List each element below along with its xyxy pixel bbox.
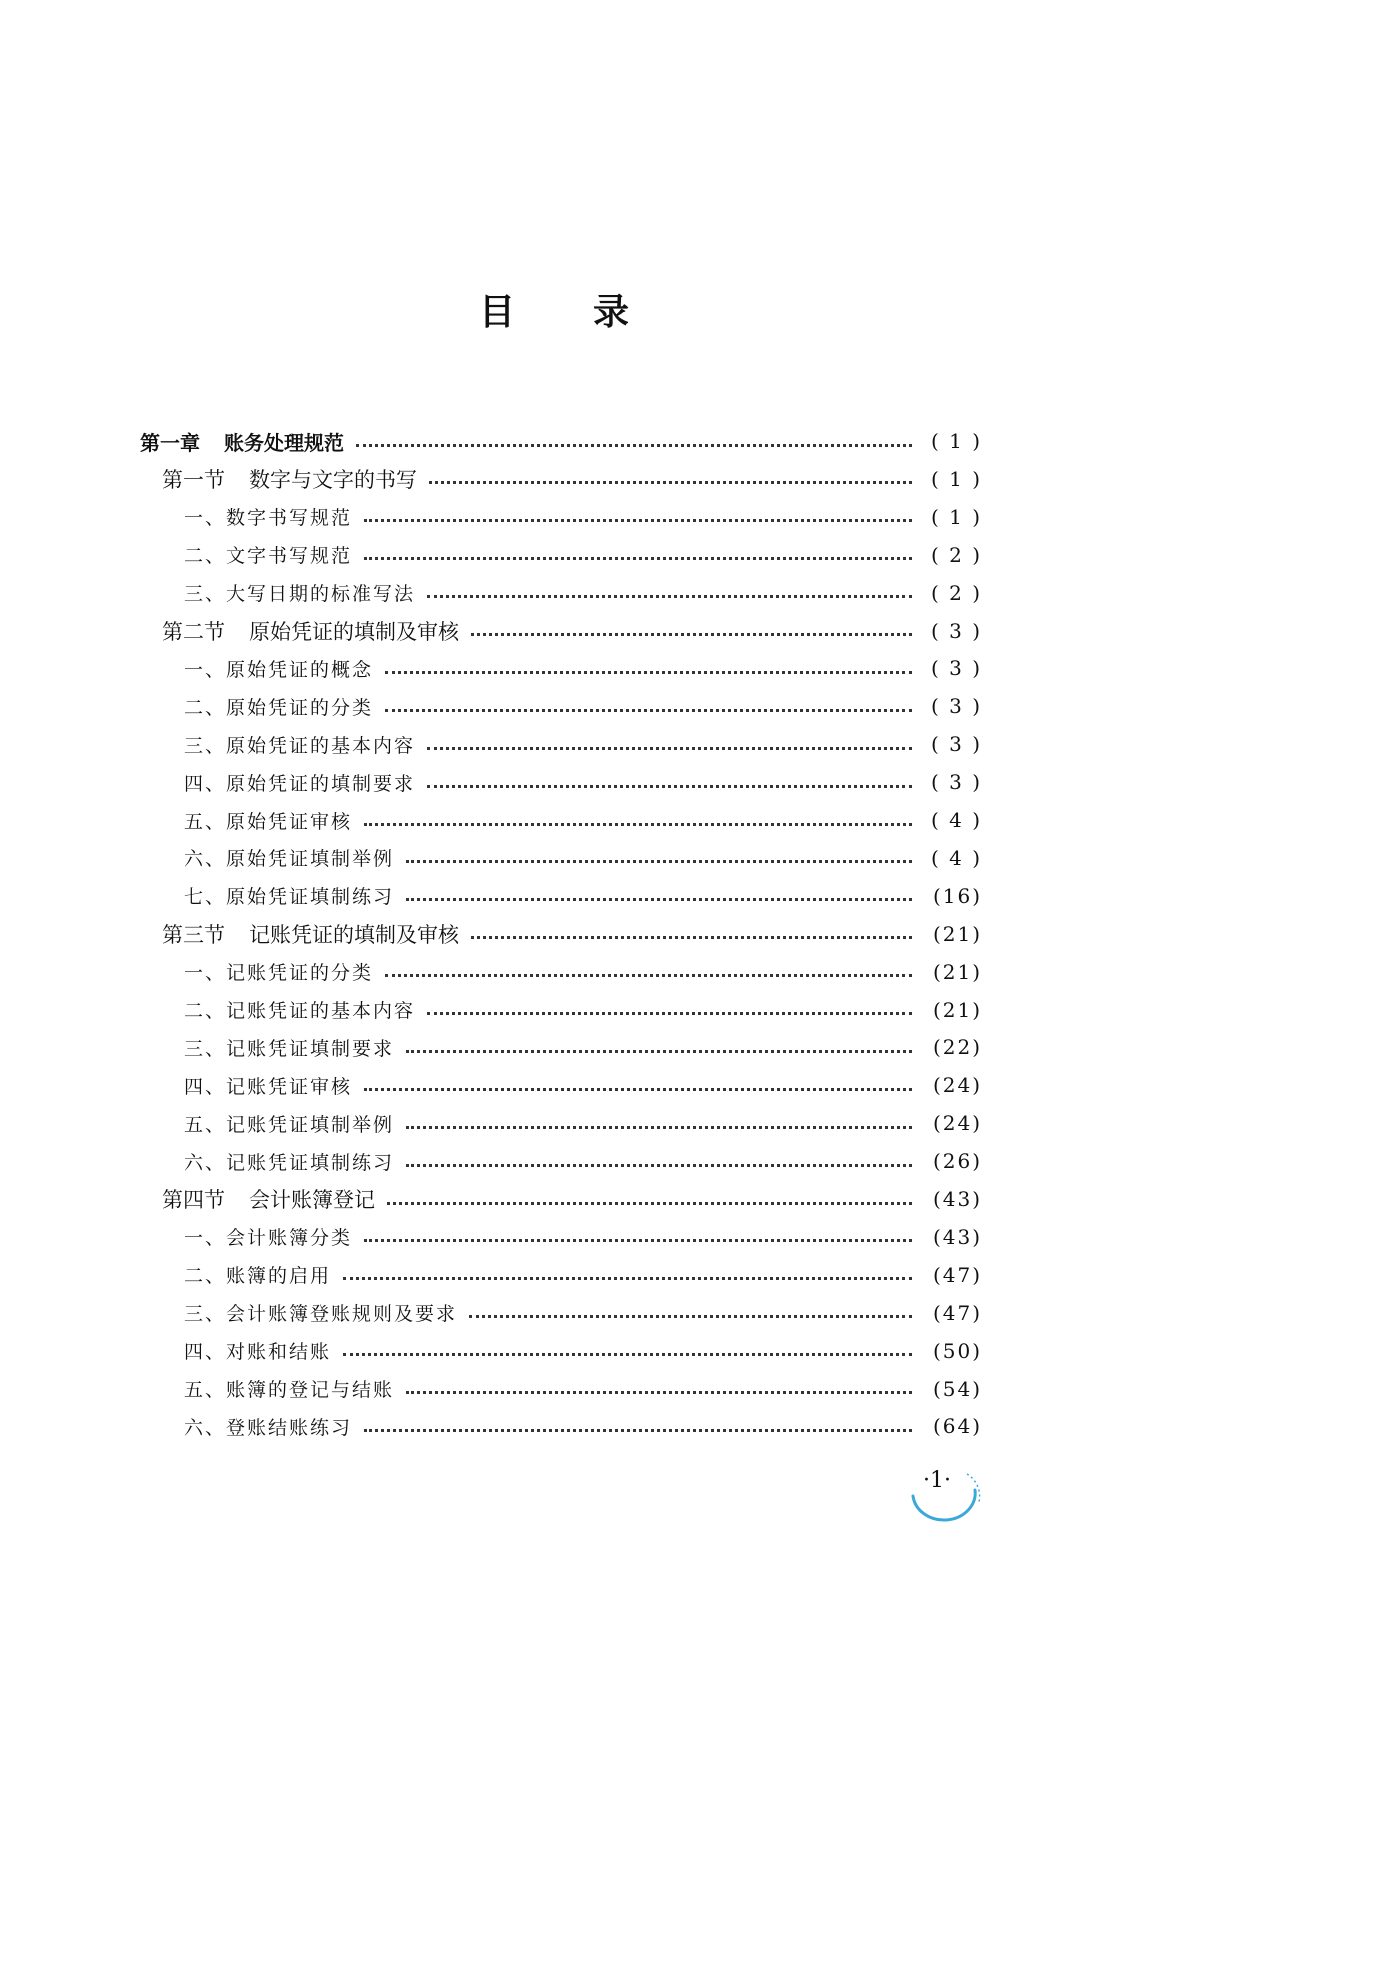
page-number: ·1· (923, 1468, 951, 1493)
toc-entry-section (162, 612, 982, 650)
title-char-1: 目 (478, 292, 593, 333)
toc-entry-page: (16) (932, 883, 982, 908)
toc-entry-text: 原始凭证的填制及审核 (249, 619, 459, 644)
toc-entry-number: 一、 (184, 1227, 227, 1250)
toc-entry-text: 会计账簿登账规则及要求 (226, 1303, 458, 1326)
toc-entry-item (184, 574, 982, 612)
dot-leader (364, 1429, 912, 1432)
toc-entry-item (184, 1104, 982, 1142)
toc-entry-number: 六、 (184, 848, 227, 871)
toc-entry-text: 账簿的启用 (226, 1265, 332, 1288)
toc-entry-page: (21) (932, 959, 982, 984)
toc-entry-number: 三、 (184, 1303, 227, 1326)
page-title (0, 288, 1108, 338)
toc-entry-label (184, 503, 352, 530)
toc-entry-label (184, 882, 394, 909)
toc-entry-item (184, 498, 982, 536)
toc-entry-item (184, 953, 982, 991)
toc-entry-number: 七、 (184, 886, 227, 909)
toc-entry-label (184, 1034, 394, 1061)
toc-entry-label (184, 1413, 352, 1440)
toc-entry-page: (54) (932, 1376, 982, 1401)
toc-entry-text: 记账凭证的分类 (226, 962, 374, 985)
toc-entry-number: 五、 (184, 1379, 227, 1401)
toc-entry-item (184, 725, 982, 763)
toc-entry-label (184, 1148, 394, 1175)
toc-entry-page: ( 2 ) (930, 580, 982, 605)
toc-entry-text: 原始凭证填制举例 (226, 848, 395, 871)
toc-entry-page: (22) (932, 1035, 982, 1060)
dot-leader (343, 1353, 912, 1356)
toc-entry-text: 记账凭证填制要求 (226, 1037, 395, 1060)
toc-entry-text: 记账凭证审核 (226, 1075, 353, 1098)
toc-entry-number: 第一节 (162, 467, 225, 492)
toc-entry-number: 五、 (184, 810, 227, 833)
dot-leader (469, 1315, 912, 1318)
toc-entry-number: 六、 (184, 1416, 227, 1439)
toc-entry-page: (21) (932, 921, 982, 946)
toc-entry-page: ( 3 ) (930, 694, 982, 719)
toc-entry-page: (47) (932, 1262, 982, 1287)
toc-entry-section (162, 460, 982, 498)
toc-entry-page: (64) (932, 1414, 982, 1439)
toc-entry-item (184, 839, 982, 877)
toc-entry-text: 账簿的登记与结账 (226, 1379, 395, 1401)
toc-entry-item (184, 1332, 982, 1370)
toc-entry-number: 第一章 (140, 430, 200, 455)
toc-entry-text: 原始凭证填制练习 (226, 886, 395, 909)
dot-leader (406, 1126, 912, 1129)
toc-entry-item (184, 1256, 982, 1294)
toc-entry-text: 原始凭证的概念 (226, 658, 374, 681)
toc-entry-label (184, 958, 373, 985)
toc-entry-text: 数字与文字的书写 (249, 467, 417, 492)
toc-entry-number: 三、 (184, 583, 227, 606)
toc-entry-label (184, 1223, 352, 1250)
dot-leader (343, 1277, 912, 1280)
dot-leader (427, 595, 912, 598)
toc-entry-label (162, 464, 417, 494)
toc-entry-item (184, 1370, 982, 1408)
toc-entry-page: (47) (932, 1300, 982, 1325)
toc-entry-number: 四、 (184, 1075, 227, 1098)
toc-entry-label (162, 1184, 375, 1214)
dot-leader (364, 823, 912, 826)
toc-entry-label (184, 693, 373, 720)
toc-entry-label (184, 1299, 457, 1326)
toc-entry-label (184, 844, 394, 871)
toc-entry-number: 二、 (184, 1000, 227, 1022)
toc-entry-text: 文字书写规范 (226, 545, 353, 568)
toc-entry-label (184, 579, 415, 606)
toc-entry-number: 第三节 (162, 922, 225, 947)
toc-entry-page: ( 3 ) (930, 618, 982, 643)
dot-leader (364, 1239, 912, 1242)
toc-entry-item (184, 1066, 982, 1104)
toc-entry-label (184, 1375, 394, 1402)
toc-entry-label (184, 1110, 394, 1137)
dot-leader (427, 1012, 912, 1015)
toc-entry-page: (43) (932, 1187, 982, 1211)
toc-entry-text: 记账凭证的基本内容 (226, 1000, 416, 1022)
toc-entry-item (184, 1407, 982, 1445)
toc-entry-number: 四、 (184, 1341, 227, 1364)
toc-entry-page: ( 1 ) (930, 466, 982, 491)
dot-leader (406, 860, 912, 863)
toc-entry-label (184, 1261, 331, 1288)
toc-entry-page: (50) (932, 1338, 982, 1363)
toc-entry-text: 数字书写规范 (226, 507, 353, 530)
dot-leader (385, 974, 912, 977)
toc-entry-label (184, 541, 352, 568)
toc-entry-item (184, 763, 982, 801)
dot-leader (406, 1391, 912, 1394)
dot-leader (364, 557, 912, 560)
toc-entry-label (140, 427, 344, 456)
dot-leader (406, 898, 912, 901)
dot-leader (406, 1164, 912, 1167)
toc-entry-label (184, 807, 352, 834)
toc-entry-number: 三、 (184, 1037, 227, 1060)
toc-entry-number: 一、 (184, 507, 227, 530)
toc-entry-page: ( 3 ) (930, 656, 982, 681)
toc-entry-label (162, 919, 459, 949)
dot-leader (364, 1088, 912, 1091)
toc-entry-text: 登账结账练习 (226, 1416, 353, 1439)
toc-entry-text: 记账凭证的填制及审核 (249, 922, 459, 947)
toc-entry-text: 记账凭证填制练习 (226, 1151, 395, 1174)
toc-entry-page: ( 4 ) (930, 845, 982, 870)
toc-entry-number: 二、 (184, 545, 227, 568)
toc-entry-number: 第四节 (162, 1188, 225, 1212)
dot-leader (429, 481, 912, 484)
toc-entry-page: (24) (932, 1111, 982, 1136)
toc-entry-text: 账务处理规范 (224, 430, 344, 455)
toc-entry-label (184, 1337, 331, 1364)
toc-entry-text: 原始凭证审核 (226, 810, 353, 833)
toc-entry-number: 二、 (184, 1265, 227, 1288)
toc-entry-item (184, 991, 982, 1029)
toc-entry-label (184, 1072, 352, 1099)
toc-entry-text: 记账凭证填制举例 (226, 1113, 395, 1136)
toc-entry-number: 一、 (184, 962, 227, 985)
toc-entry-item (184, 536, 982, 574)
toc-entry-page: (24) (932, 1073, 982, 1098)
toc-entry-item (184, 687, 982, 725)
toc-entry-section (162, 1180, 982, 1218)
toc-entry-page: (43) (932, 1224, 982, 1249)
dot-leader (385, 671, 912, 674)
dot-leader (364, 519, 912, 522)
toc-entry-item (184, 649, 982, 687)
toc-entry-text: 会计账簿分类 (226, 1227, 353, 1250)
toc-entry-number: 四、 (184, 772, 227, 795)
dot-leader (406, 1050, 912, 1053)
toc-entry-number: 第二节 (162, 619, 225, 644)
dot-leader (427, 785, 912, 788)
dot-leader (471, 633, 912, 636)
toc-entry-label (184, 731, 415, 758)
toc-entry-number: 五、 (184, 1113, 227, 1136)
toc-entry-text: 会计账簿登记 (249, 1188, 375, 1212)
toc-entry-text: 对账和结账 (226, 1341, 332, 1364)
toc-entry-label (184, 769, 415, 796)
dot-leader (387, 1202, 912, 1205)
toc-entry-number: 二、 (184, 696, 227, 719)
toc-entry-number: 六、 (184, 1151, 227, 1174)
toc-entry-number: 一、 (184, 658, 227, 681)
toc-entry-page: ( 1 ) (930, 429, 982, 453)
dot-leader (471, 936, 912, 939)
toc-entry-item (184, 877, 982, 915)
toc-entry-item (184, 1142, 982, 1180)
dot-leader (356, 444, 912, 447)
page-footer (905, 1466, 985, 1526)
toc-entry-label (184, 996, 415, 1023)
toc-entry-text: 大写日期的标准写法 (226, 583, 416, 606)
title-char-2: 录 (593, 292, 708, 333)
toc-entry-item (184, 1028, 982, 1066)
toc-entry-page: ( 2 ) (930, 542, 982, 567)
toc-entry-page: ( 1 ) (930, 504, 982, 529)
toc-entry-label (162, 616, 459, 646)
toc-entry-item (184, 1294, 982, 1332)
toc-entry-item (184, 801, 982, 839)
toc-entry-chapter (140, 422, 982, 460)
toc-entry-item (184, 1218, 982, 1256)
toc-entry-page: (26) (932, 1149, 982, 1174)
toc-entry-text: 原始凭证的分类 (226, 696, 374, 719)
toc-entry-page: ( 4 ) (930, 808, 982, 832)
dot-leader (385, 709, 912, 712)
toc-entry-number: 三、 (184, 734, 227, 757)
toc-entry-text: 原始凭证的填制要求 (226, 772, 416, 795)
toc-entry-label (184, 655, 373, 682)
dot-leader (427, 747, 912, 750)
toc-entry-page: ( 3 ) (930, 770, 982, 795)
toc-entry-text: 原始凭证的基本内容 (226, 734, 416, 757)
toc-entry-page: ( 3 ) (930, 732, 982, 757)
toc-entry-page: (21) (932, 997, 982, 1022)
toc-entry-section (162, 915, 982, 953)
